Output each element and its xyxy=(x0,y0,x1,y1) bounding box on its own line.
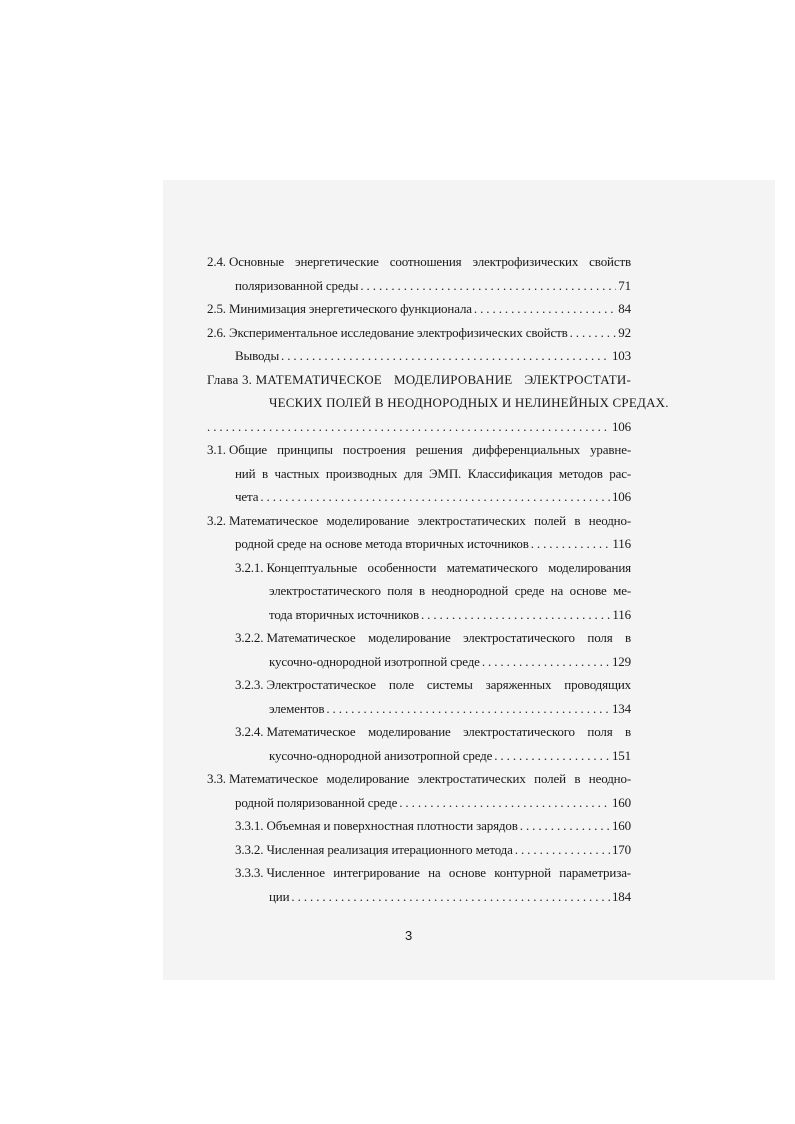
dot-leader xyxy=(399,791,610,815)
toc-entry-number: 3.3.2. xyxy=(235,841,264,857)
toc-entry-text: Основные энергетические соотношения электрофизических свойств xyxy=(229,254,631,269)
toc-entry-text: Общие принципы построения решения дифференциальных уравне- xyxy=(229,442,631,457)
toc-page-number: 160 xyxy=(611,818,631,833)
toc-entry-3-3-1 xyxy=(207,814,631,838)
toc-entry-2-4 xyxy=(207,250,631,274)
toc-page-number: 170 xyxy=(611,841,631,857)
toc-page-number: 160 xyxy=(611,794,631,810)
toc-page-number: 184 xyxy=(611,888,631,904)
toc-entry-text: ции xyxy=(269,888,290,904)
dot-leader xyxy=(482,650,610,674)
dot-leader xyxy=(326,697,610,721)
toc-chapter-title: МАТЕМАТИЧЕСКОЕ МОДЕЛИРОВАНИЕ ЭЛЕКТРОСТАТИ- xyxy=(255,371,631,387)
toc-page-number: 71 xyxy=(618,277,631,293)
toc-entry-text: поляризованной среды xyxy=(235,277,359,293)
toc-page-number: 134 xyxy=(611,700,631,716)
toc-chapter-3 xyxy=(207,368,631,392)
table-of-contents xyxy=(207,250,669,908)
dot-leader xyxy=(570,321,617,345)
toc-entry-3-3-2 xyxy=(207,838,631,862)
page-number: 3 xyxy=(405,928,413,943)
toc-entry-text: электростатического поля в неоднородной среде на основе ме- xyxy=(269,583,631,598)
toc-entry-number: 3.2.2. xyxy=(235,630,264,645)
toc-entry-number: 2.4. xyxy=(207,254,226,269)
dot-leader xyxy=(421,603,610,627)
toc-entry-text: элементов xyxy=(269,700,325,716)
toc-entry-text: Экспериментальное исследование электрофизических свойств xyxy=(229,324,568,340)
dot-leader xyxy=(260,485,610,509)
toc-page-number: 129 xyxy=(611,653,631,669)
toc-entry-text: Численная реализация итерационного метода xyxy=(266,841,513,857)
toc-entry-number: 3.2.1. xyxy=(235,559,264,575)
toc-entry-number: 3.2. xyxy=(207,512,226,528)
dot-leader xyxy=(520,814,610,838)
dot-leader xyxy=(207,415,610,439)
toc-entry-number: 3.3.3. xyxy=(235,865,264,880)
toc-page-number: 103 xyxy=(611,348,631,363)
toc-entry-text: Математическое моделирование электростатического поля в xyxy=(266,724,631,739)
toc-entry-text: Объемная и поверхностная плотности зарядов xyxy=(266,818,518,833)
toc-entry-3-1 xyxy=(207,438,631,462)
dot-leader xyxy=(494,744,610,768)
toc-page-number: 116 xyxy=(612,606,631,622)
toc-entry-number: 3.3. xyxy=(207,771,226,786)
toc-entry-number: 2.6. xyxy=(207,324,226,340)
toc-page-number: 92 xyxy=(618,324,631,340)
toc-entry-number: 3.3.1. xyxy=(235,818,264,833)
toc-page-number: 151 xyxy=(611,747,631,763)
toc-entry-text: Концептуальные особенности математического моделирования xyxy=(266,559,631,575)
toc-entry-text: Математическое моделирование электростатического поля в xyxy=(266,630,631,645)
dot-leader xyxy=(474,297,616,321)
dot-leader xyxy=(515,838,610,862)
toc-entry-text: Выводы xyxy=(235,348,280,363)
toc-chapter-title: ЧЕСКИХ ПОЛЕЙ В НЕОДНОРОДНЫХ И НЕЛИНЕЙНЫХ СРЕДАХ. xyxy=(269,395,669,410)
toc-entry-vyvody xyxy=(207,344,631,368)
toc-entry-text: родной поляризованной среде xyxy=(235,794,398,810)
toc-entry-3-3-3 xyxy=(207,861,631,885)
dot-leader xyxy=(281,344,610,368)
toc-entry-text: кусочно-однородной изотропной среде xyxy=(269,653,480,669)
toc-entry-text: Численное интегрирование на основе контурной параметриза- xyxy=(266,865,631,880)
dot-leader xyxy=(291,885,610,909)
toc-entry-text: Математическое моделирование электростатических полей в неодно- xyxy=(229,512,631,528)
toc-entry-3-2-3 xyxy=(207,673,631,697)
toc-entry-2-5 xyxy=(207,297,631,321)
toc-page-number: 84 xyxy=(618,301,631,316)
toc-entry-number: 3.2.4. xyxy=(235,724,264,739)
toc-entry-text: ний в частных производных для ЭМП. Классификация методов рас- xyxy=(235,465,631,481)
toc-entry-text: родной среде на основе метода вторичных источников xyxy=(235,536,529,551)
toc-chapter-number: Глава 3. xyxy=(207,371,253,387)
toc-entry-3-2-2 xyxy=(207,626,631,650)
toc-entry-text: Математическое моделирование электростатических полей в неодно- xyxy=(229,771,631,786)
toc-entry-3-2-4 xyxy=(207,720,631,744)
toc-entry-number: 3.2.3. xyxy=(235,677,264,692)
toc-entry-number: 3.1. xyxy=(207,442,226,457)
toc-entry-3-2-1 xyxy=(207,556,631,580)
toc-entry-text: чета xyxy=(235,489,259,504)
toc-page-number: 106 xyxy=(611,418,631,434)
toc-entry-text: кусочно-однородной анизотропной среде xyxy=(269,747,493,763)
toc-entry-3-2 xyxy=(207,509,631,533)
toc-entry-number: 2.5. xyxy=(207,301,226,316)
toc-page-number: 116 xyxy=(612,536,631,551)
toc-entry-3-3 xyxy=(207,767,631,791)
dot-leader xyxy=(360,274,616,298)
toc-entry-text: Электростатическое поле системы заряженных проводящих xyxy=(266,677,631,692)
dot-leader xyxy=(531,532,611,556)
toc-entry-text: Минимизация энергетического функционала xyxy=(229,301,472,316)
toc-entry-2-6 xyxy=(207,321,631,345)
toc-entry-text: тода вторичных источников xyxy=(269,606,419,622)
toc-page-number: 106 xyxy=(611,489,631,504)
